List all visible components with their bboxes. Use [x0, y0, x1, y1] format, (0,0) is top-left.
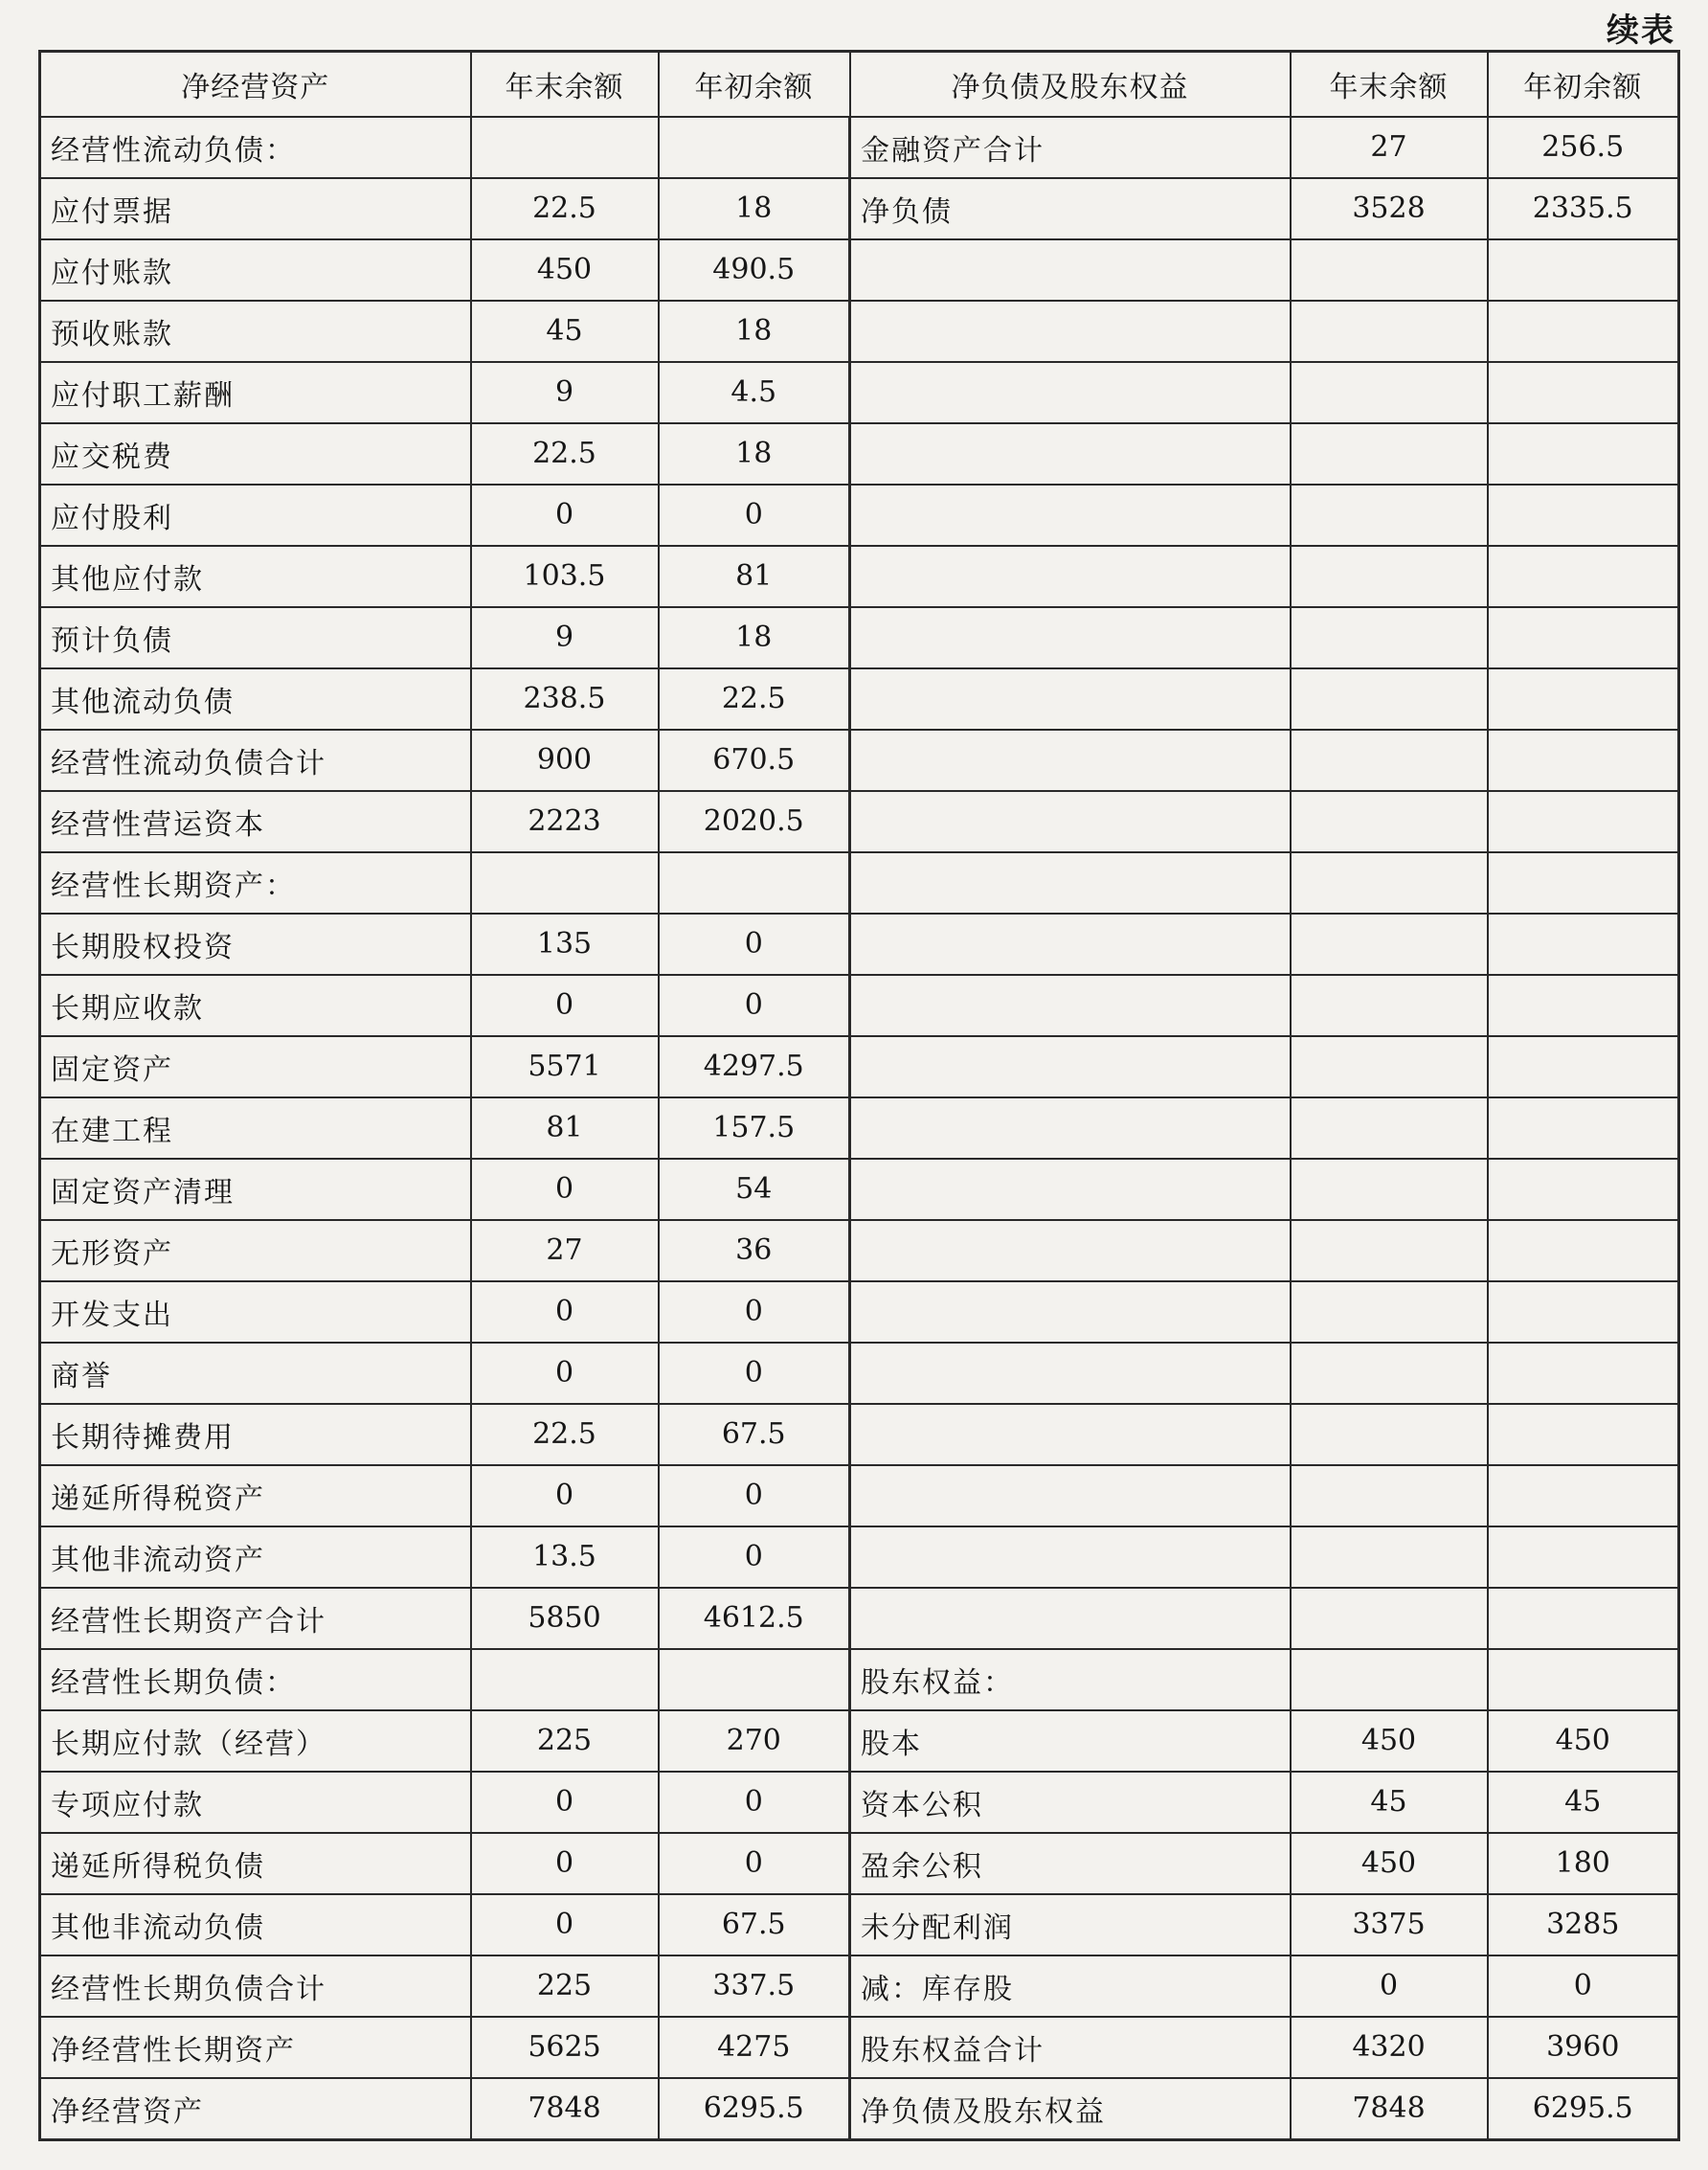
- cell-right-year-end: 4320: [1291, 2017, 1488, 2078]
- cell-right-year-end: [1291, 791, 1488, 852]
- cell-item: 长期股权投资: [40, 914, 471, 975]
- cell-right-item: [850, 1220, 1291, 1281]
- cell-year-end: 0: [471, 485, 659, 546]
- cell-item: 应付票据: [40, 178, 471, 239]
- cell-right-item: [850, 1465, 1291, 1526]
- cell-item: 预计负债: [40, 607, 471, 668]
- table-row: [40, 1343, 1679, 1404]
- cell-year-end: [471, 852, 659, 914]
- cell-year-begin: 670.5: [659, 730, 850, 791]
- cell-year-end: 27: [471, 1220, 659, 1281]
- cell-right-item: [850, 1097, 1291, 1159]
- cell-year-end: 9: [471, 607, 659, 668]
- cell-year-begin: 36: [659, 1220, 850, 1281]
- cell-right-item: 金融资产合计: [850, 117, 1291, 178]
- cell-right-year-end: [1291, 546, 1488, 607]
- cell-right-year-begin: [1488, 914, 1679, 975]
- cell-year-end: 45: [471, 301, 659, 362]
- cell-right-year-end: 3375: [1291, 1894, 1488, 1955]
- table-row: [40, 1833, 1679, 1894]
- cell-right-year-begin: [1488, 1343, 1679, 1404]
- cell-right-item: [850, 791, 1291, 852]
- cell-year-begin: 0: [659, 485, 850, 546]
- cell-right-item: [850, 975, 1291, 1036]
- cell-year-end: 81: [471, 1097, 659, 1159]
- cell-item: 其他非流动负债: [40, 1894, 471, 1955]
- cell-right-year-begin: [1488, 668, 1679, 730]
- cell-year-begin: [659, 117, 850, 178]
- cell-year-end: 0: [471, 1343, 659, 1404]
- cell-right-item: [850, 485, 1291, 546]
- table-row: [40, 178, 1679, 239]
- cell-item: 其他应付款: [40, 546, 471, 607]
- continued-label: 续表: [1607, 11, 1675, 50]
- cell-year-begin: 0: [659, 1772, 850, 1833]
- table-row: [40, 1649, 1679, 1710]
- cell-right-year-begin: [1488, 546, 1679, 607]
- cell-right-item: [850, 362, 1291, 423]
- cell-year-begin: 22.5: [659, 668, 850, 730]
- cell-right-year-end: [1291, 239, 1488, 301]
- cell-item: 固定资产: [40, 1036, 471, 1097]
- cell-item: 经营性长期负债合计: [40, 1955, 471, 2017]
- cell-right-item: 资本公积: [850, 1772, 1291, 1833]
- table-row: [40, 423, 1679, 485]
- cell-right-year-begin: 450: [1488, 1710, 1679, 1772]
- cell-right-item: [850, 668, 1291, 730]
- cell-year-end: 0: [471, 1894, 659, 1955]
- cell-year-begin: 4297.5: [659, 1036, 850, 1097]
- cell-right-year-begin: [1488, 1649, 1679, 1710]
- table-row: [40, 852, 1679, 914]
- cell-right-item: 盈余公积: [850, 1833, 1291, 1894]
- cell-year-begin: 157.5: [659, 1097, 850, 1159]
- table-row: [40, 1526, 1679, 1588]
- cell-right-year-end: [1291, 852, 1488, 914]
- cell-right-year-end: [1291, 1343, 1488, 1404]
- cell-year-end: [471, 1649, 659, 1710]
- cell-right-item: [850, 607, 1291, 668]
- cell-right-year-begin: [1488, 1097, 1679, 1159]
- table-row: [40, 1772, 1679, 1833]
- cell-year-end: 5850: [471, 1588, 659, 1649]
- cell-item: 其他流动负债: [40, 668, 471, 730]
- cell-right-year-begin: 0: [1488, 1955, 1679, 2017]
- cell-right-item: [850, 1526, 1291, 1588]
- cell-right-year-begin: 3285: [1488, 1894, 1679, 1955]
- cell-right-year-begin: [1488, 1404, 1679, 1465]
- cell-item: 应付职工薪酬: [40, 362, 471, 423]
- table-row: [40, 485, 1679, 546]
- cell-right-year-end: 7848: [1291, 2078, 1488, 2140]
- table-row: [40, 1710, 1679, 1772]
- cell-year-end: 22.5: [471, 178, 659, 239]
- cell-right-year-begin: [1488, 1159, 1679, 1220]
- table-row: [40, 301, 1679, 362]
- cell-year-begin: 270: [659, 1710, 850, 1772]
- cell-year-end: 5625: [471, 2017, 659, 2078]
- cell-right-year-end: [1291, 1465, 1488, 1526]
- cell-right-item: [850, 1036, 1291, 1097]
- cell-right-year-end: [1291, 914, 1488, 975]
- cell-right-year-begin: [1488, 852, 1679, 914]
- header-year-end-balance: 年末余额: [471, 52, 659, 117]
- cell-item: 递延所得税负债: [40, 1833, 471, 1894]
- cell-right-item: 股东权益合计: [850, 2017, 1291, 2078]
- cell-year-begin: 4612.5: [659, 1588, 850, 1649]
- cell-year-end: 2223: [471, 791, 659, 852]
- table-row: [40, 607, 1679, 668]
- cell-right-item: [850, 730, 1291, 791]
- header-net-operating-assets: 净经营资产: [40, 52, 471, 117]
- cell-year-begin: 2020.5: [659, 791, 850, 852]
- cell-item: 净经营资产: [40, 2078, 471, 2140]
- cell-item: 应交税费: [40, 423, 471, 485]
- cell-year-begin: 54: [659, 1159, 850, 1220]
- cell-right-item: [850, 1404, 1291, 1465]
- cell-right-year-begin: [1488, 1281, 1679, 1343]
- cell-year-end: 5571: [471, 1036, 659, 1097]
- cell-right-year-begin: [1488, 730, 1679, 791]
- table-row: [40, 546, 1679, 607]
- cell-right-item: [850, 1343, 1291, 1404]
- cell-year-begin: 0: [659, 1465, 850, 1526]
- cell-right-year-end: [1291, 730, 1488, 791]
- balance-sheet-table: [38, 50, 1680, 2141]
- table-row: [40, 362, 1679, 423]
- header-net-liabilities-equity: 净负债及股东权益: [850, 52, 1291, 117]
- cell-right-year-end: [1291, 975, 1488, 1036]
- cell-right-item: [850, 1159, 1291, 1220]
- table-row: [40, 1159, 1679, 1220]
- cell-item: 递延所得税资产: [40, 1465, 471, 1526]
- cell-year-begin: 490.5: [659, 239, 850, 301]
- cell-right-year-begin: [1488, 362, 1679, 423]
- cell-year-begin: 0: [659, 1526, 850, 1588]
- cell-right-item: [850, 914, 1291, 975]
- cell-year-begin: 6295.5: [659, 2078, 850, 2140]
- cell-year-end: 103.5: [471, 546, 659, 607]
- cell-right-year-end: [1291, 301, 1488, 362]
- table-row: [40, 1220, 1679, 1281]
- cell-item: 专项应付款: [40, 1772, 471, 1833]
- cell-right-year-end: [1291, 1404, 1488, 1465]
- cell-year-begin: 4275: [659, 2017, 850, 2078]
- cell-year-end: 450: [471, 239, 659, 301]
- cell-right-year-begin: [1488, 1588, 1679, 1649]
- table-row: [40, 1894, 1679, 1955]
- cell-year-begin: 0: [659, 914, 850, 975]
- cell-right-year-end: [1291, 1159, 1488, 1220]
- cell-right-year-begin: [1488, 423, 1679, 485]
- cell-year-end: 13.5: [471, 1526, 659, 1588]
- cell-right-year-end: 450: [1291, 1710, 1488, 1772]
- table-row: [40, 730, 1679, 791]
- cell-right-item: 股东权益：: [850, 1649, 1291, 1710]
- cell-right-year-begin: [1488, 485, 1679, 546]
- cell-right-year-end: 3528: [1291, 178, 1488, 239]
- cell-item: 商誉: [40, 1343, 471, 1404]
- cell-right-item: [850, 423, 1291, 485]
- table-row: [40, 239, 1679, 301]
- cell-right-year-end: [1291, 1649, 1488, 1710]
- cell-right-year-end: 0: [1291, 1955, 1488, 2017]
- table-row: [40, 1281, 1679, 1343]
- table-row: [40, 975, 1679, 1036]
- cell-right-item: 净负债及股东权益: [850, 2078, 1291, 2140]
- cell-year-end: 900: [471, 730, 659, 791]
- cell-right-year-begin: 3960: [1488, 2017, 1679, 2078]
- cell-right-year-end: 450: [1291, 1833, 1488, 1894]
- cell-right-year-begin: 180: [1488, 1833, 1679, 1894]
- header-year-end-balance-right: 年末余额: [1291, 52, 1488, 117]
- cell-year-end: 9: [471, 362, 659, 423]
- cell-item: 长期应收款: [40, 975, 471, 1036]
- cell-item: 经营性流动负债合计: [40, 730, 471, 791]
- cell-year-begin: 81: [659, 546, 850, 607]
- cell-right-item: [850, 1588, 1291, 1649]
- cell-right-year-end: 45: [1291, 1772, 1488, 1833]
- cell-year-begin: [659, 852, 850, 914]
- table-row: [40, 1588, 1679, 1649]
- cell-right-item: [850, 546, 1291, 607]
- cell-year-begin: [659, 1649, 850, 1710]
- cell-year-end: [471, 117, 659, 178]
- cell-item: 在建工程: [40, 1097, 471, 1159]
- table-row: [40, 914, 1679, 975]
- cell-item: 无形资产: [40, 1220, 471, 1281]
- cell-year-end: 238.5: [471, 668, 659, 730]
- cell-right-year-end: [1291, 1036, 1488, 1097]
- cell-year-begin: 0: [659, 1833, 850, 1894]
- cell-year-end: 0: [471, 1281, 659, 1343]
- cell-year-begin: 18: [659, 178, 850, 239]
- cell-year-begin: 18: [659, 607, 850, 668]
- cell-right-year-end: [1291, 1097, 1488, 1159]
- cell-year-begin: 0: [659, 1281, 850, 1343]
- cell-right-year-begin: [1488, 791, 1679, 852]
- cell-item: 经营性长期资产合计: [40, 1588, 471, 1649]
- cell-year-end: 0: [471, 1772, 659, 1833]
- table-row: [40, 1097, 1679, 1159]
- cell-right-year-end: [1291, 668, 1488, 730]
- header-year-begin-balance: 年初余额: [659, 52, 850, 117]
- cell-year-end: 225: [471, 1710, 659, 1772]
- cell-year-begin: 337.5: [659, 1955, 850, 2017]
- table-row: [40, 1955, 1679, 2017]
- cell-right-year-begin: [1488, 301, 1679, 362]
- cell-right-year-begin: 6295.5: [1488, 2078, 1679, 2140]
- cell-item: 应付账款: [40, 239, 471, 301]
- cell-year-end: 22.5: [471, 1404, 659, 1465]
- cell-right-year-end: [1291, 607, 1488, 668]
- cell-right-item: 未分配利润: [850, 1894, 1291, 1955]
- cell-item: 净经营性长期资产: [40, 2017, 471, 2078]
- cell-year-end: 0: [471, 975, 659, 1036]
- cell-right-year-end: [1291, 1281, 1488, 1343]
- cell-right-year-end: [1291, 362, 1488, 423]
- table-row: [40, 668, 1679, 730]
- cell-right-item: 减：库存股: [850, 1955, 1291, 2017]
- cell-year-end: 225: [471, 1955, 659, 2017]
- cell-right-year-begin: [1488, 1526, 1679, 1588]
- cell-item: 其他非流动资产: [40, 1526, 471, 1588]
- cell-right-year-begin: 45: [1488, 1772, 1679, 1833]
- cell-right-year-begin: 2335.5: [1488, 178, 1679, 239]
- cell-item: 长期待摊费用: [40, 1404, 471, 1465]
- cell-item: 预收账款: [40, 301, 471, 362]
- table-row: [40, 1404, 1679, 1465]
- cell-year-begin: 67.5: [659, 1404, 850, 1465]
- cell-item: 开发支出: [40, 1281, 471, 1343]
- cell-right-year-begin: [1488, 607, 1679, 668]
- cell-right-year-begin: [1488, 975, 1679, 1036]
- cell-right-year-begin: [1488, 1036, 1679, 1097]
- cell-year-begin: 0: [659, 1343, 850, 1404]
- cell-year-end: 22.5: [471, 423, 659, 485]
- cell-item: 经营性流动负债：: [40, 117, 471, 178]
- cell-year-begin: 18: [659, 301, 850, 362]
- cell-right-year-begin: [1488, 239, 1679, 301]
- cell-item: 经营性长期负债：: [40, 1649, 471, 1710]
- cell-year-end: 135: [471, 914, 659, 975]
- cell-item: 经营性营运资本: [40, 791, 471, 852]
- cell-right-year-end: [1291, 1220, 1488, 1281]
- cell-right-item: [850, 239, 1291, 301]
- cell-item: 应付股利: [40, 485, 471, 546]
- cell-right-item: [850, 852, 1291, 914]
- cell-year-begin: 67.5: [659, 1894, 850, 1955]
- cell-right-year-end: [1291, 1526, 1488, 1588]
- header-year-begin-balance-right: 年初余额: [1488, 52, 1679, 117]
- cell-right-item: [850, 301, 1291, 362]
- cell-year-begin: 18: [659, 423, 850, 485]
- table-row: [40, 791, 1679, 852]
- cell-right-year-end: [1291, 1588, 1488, 1649]
- cell-item: 长期应付款（经营）: [40, 1710, 471, 1772]
- cell-year-end: 7848: [471, 2078, 659, 2140]
- cell-year-end: 0: [471, 1159, 659, 1220]
- cell-year-end: 0: [471, 1833, 659, 1894]
- cell-year-end: 0: [471, 1465, 659, 1526]
- cell-right-year-begin: 256.5: [1488, 117, 1679, 178]
- cell-right-year-end: 27: [1291, 117, 1488, 178]
- cell-right-item: [850, 1281, 1291, 1343]
- cell-right-year-begin: [1488, 1220, 1679, 1281]
- table-row: [40, 2017, 1679, 2078]
- cell-item: 经营性长期资产：: [40, 852, 471, 914]
- table-row: [40, 117, 1679, 178]
- table-row: [40, 2078, 1679, 2140]
- table-row: [40, 1465, 1679, 1526]
- cell-year-begin: 0: [659, 975, 850, 1036]
- cell-right-year-begin: [1488, 1465, 1679, 1526]
- cell-right-year-end: [1291, 485, 1488, 546]
- table-header-row: [40, 52, 1679, 117]
- cell-item: 固定资产清理: [40, 1159, 471, 1220]
- cell-right-year-end: [1291, 423, 1488, 485]
- cell-year-begin: 4.5: [659, 362, 850, 423]
- cell-right-item: 净负债: [850, 178, 1291, 239]
- table-row: [40, 1036, 1679, 1097]
- cell-right-item: 股本: [850, 1710, 1291, 1772]
